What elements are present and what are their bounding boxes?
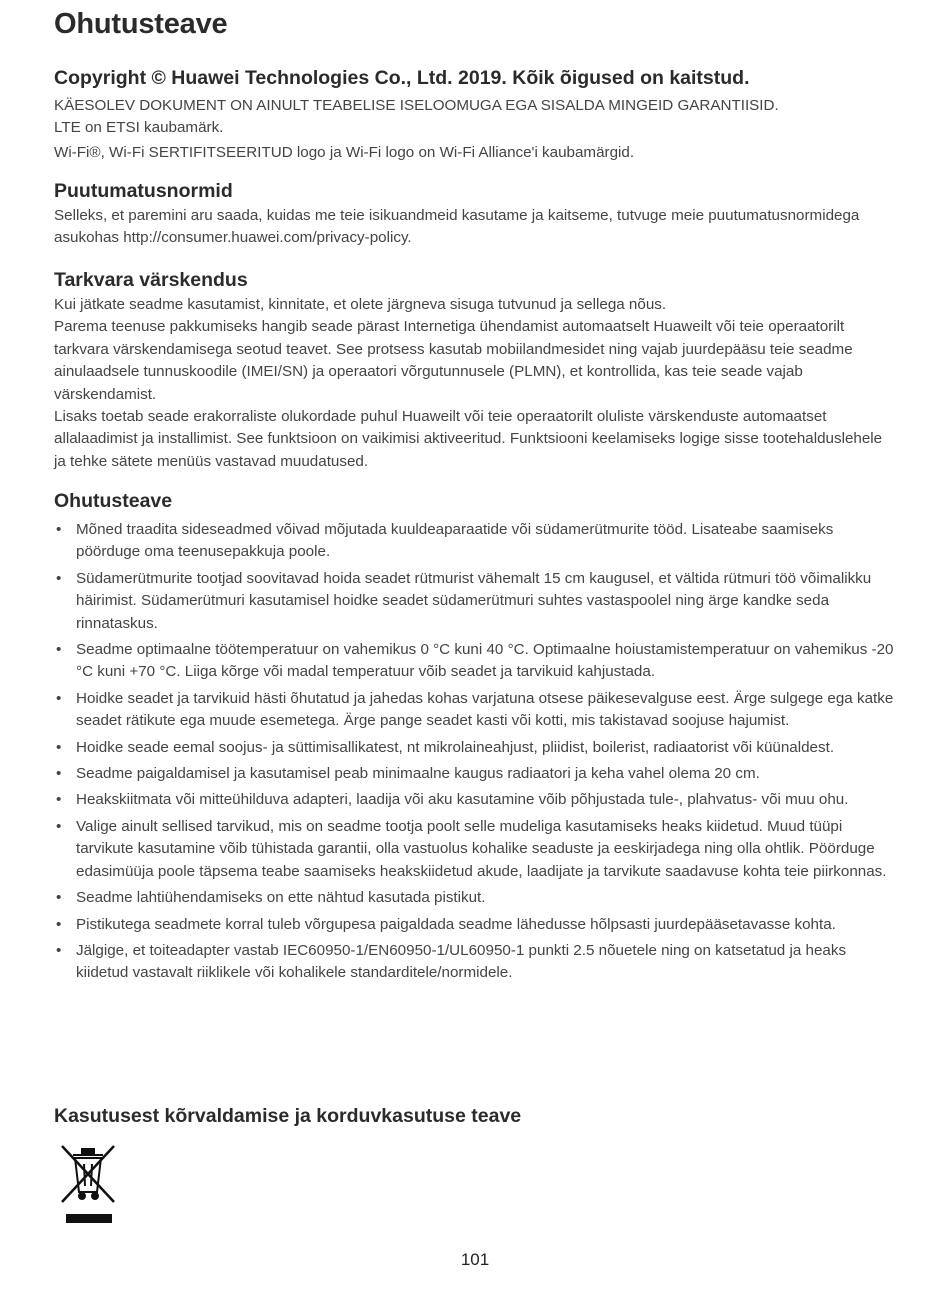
safety-heading: Ohutusteave — [54, 490, 173, 512]
software-update-section — [54, 268, 894, 473]
list-item: • Hoidke seadet ja tarvikuid hästi õhutatud ja jahedas kohas varjatuna otsese päikesevalguse eest. Ärge sulgege ega katke seadet rätikute ega muude esemetega. Ärge pange seadet kasti või kotti, mis takistavad soojuse hajumist. — [54, 688, 894, 733]
page-title: Ohutusteave — [54, 8, 228, 40]
software-update-paragraph: Lisaks toetab seade erakorraliste olukordade puhul Huaweilt või teie operaatorilt oluliste värskenduste automaatset allalaadimist ja installimist. See funktsioon on vaikimisi aktiveeritud. Funktsiooni keelamiseks logige sisse tootehalduslehele ja tehke sätete menüüs vastavad muudatused. — [54, 408, 883, 470]
disclaimer-text: KÄESOLEV DOKUMENT ON AINULT TEABELISE ISELOOMUGA EGA SISALDA MINGEID GARANTIISID. — [54, 97, 779, 114]
copyright-notice: Copyright © Huawei Technologies Co., Ltd. 2019. Kõik õigused on kaitstud. — [54, 67, 750, 89]
disposal-heading: Kasutusest kõrvaldamise ja korduvkasutuse teave — [54, 1105, 522, 1127]
weee-crossed-bin-icon — [58, 1142, 118, 1224]
list-item: • Mõned traadita sideseadmed võivad mõjutada kuuldeaparaatide või südamerütmurite tööd. Lisateabe saamiseks pöörduge oma teenusepakkuja poole. — [54, 519, 894, 564]
privacy-heading: Puutumatusnormid — [54, 180, 233, 202]
list-item: • Südamerütmurite tootjad soovitavad hoida seadet rütmurist vähemalt 15 cm kaugusel, et vältida rütmuri töö võimalikku häirimist. Südamerütmuri kasutamisel hoidke seadet südamerütmuri suhtes vastaspoolel ning ärge kandke seda rinnataskus. — [54, 568, 894, 635]
software-update-paragraph: Kui jätkate seadme kasutamist, kinnitate, et olete järgneva sisuga tutvunud ja sellega nõus. — [54, 296, 667, 313]
list-item: • Seadme optimaalne töötemperatuur on vahemikus 0 °C kuni 40 °C. Optimaalne hoiustamistemperatuur on vahemikus -20 °C kuni +70 °C. Liiga kõrge või madal temperatuur võib seadet ja tarvikuid kahjustada. — [54, 639, 894, 684]
list-item: • Pistikutega seadmete korral tuleb võrgupesa paigaldada seadme lähedusse hõlpsasti juurdepääsetavasse kohta. — [54, 914, 894, 936]
privacy-section — [54, 179, 894, 250]
safety-section — [54, 489, 894, 989]
page-number: 101 — [460, 1250, 490, 1269]
list-item: • Seadme paigaldamisel ja kasutamisel peab minimaalne kaugus radiaatori ja keha vahel olema 20 cm. — [54, 763, 894, 785]
safety-list — [54, 519, 894, 985]
list-item: • Hoidke seade eemal soojus- ja süttimisallikatest, nt mikrolaineahjust, pliidist, boilerist, radiaatorist või küünaldest. — [54, 737, 894, 759]
privacy-text: Selleks, et paremini aru saada, kuidas me teie isikuandmeid kasutame ja kaitseme, tutvuge meie puutumatusnormidega asukohas http://consumer.huawei.com/privacy-policy. — [54, 207, 860, 247]
list-item: • Seadme lahtiühendamiseks on ette nähtud kasutada pistikut. — [54, 887, 894, 909]
list-item: • Jälgige, et toiteadapter vastab IEC60950-1/EN60950-1/UL60950-1 punkti 2.5 nõuetele ning on katsetatud ja heaks kiidetud vastavalt riiklikele või kohalikele standarditele/normidele. — [54, 940, 894, 985]
software-update-heading: Tarkvara värskendus — [54, 269, 248, 291]
lte-trademark-text: LTE on ETSI kaubamärk. — [54, 119, 224, 136]
software-update-paragraph: Parema teenuse pakkumiseks hangib seade pärast Internetiga ühendamist automaatselt Huaweilt või teie operaatorilt tarkvara värskendamisega seotud teavet. See protsess kasutab mobiilandmesidet ning vajab juurdepääsu teie seadme ainulaadsele tunnuskoodile (IMEI/SN) ja operaatori võrgutunnusele (PLMN), et kontrollida, kas teie seade vajab värskendamist. — [54, 318, 853, 403]
list-item: • Heakskiitmata või mitteühilduva adapteri, laadija või aku kasutamine võib põhjustada tule-, plahvatus- või muu ohu. — [54, 789, 894, 811]
disposal-section — [54, 1104, 894, 1128]
list-item: • Valige ainult sellised tarvikud, mis on seadme tootja poolt selle mudeliga kasutamiseks heaks kiidetud. Muud tüüpi tarvikute kasutamine võib tühistada garantii, olla vastuolus kohalike seaduste ja eeskirjadega ning olla ohtlik. Pöörduge edasimüüja poole täpsema teabe saamiseks heakskiidetud akude, laadijate ja tarvikute saadavuse kohta teie piirkonnas. — [54, 816, 894, 883]
wifi-trademark-text: Wi-Fi®, Wi-Fi SERTIFITSEERITUD logo ja Wi-Fi logo on Wi-Fi Alliance'i kaubamärgid. — [54, 144, 635, 161]
